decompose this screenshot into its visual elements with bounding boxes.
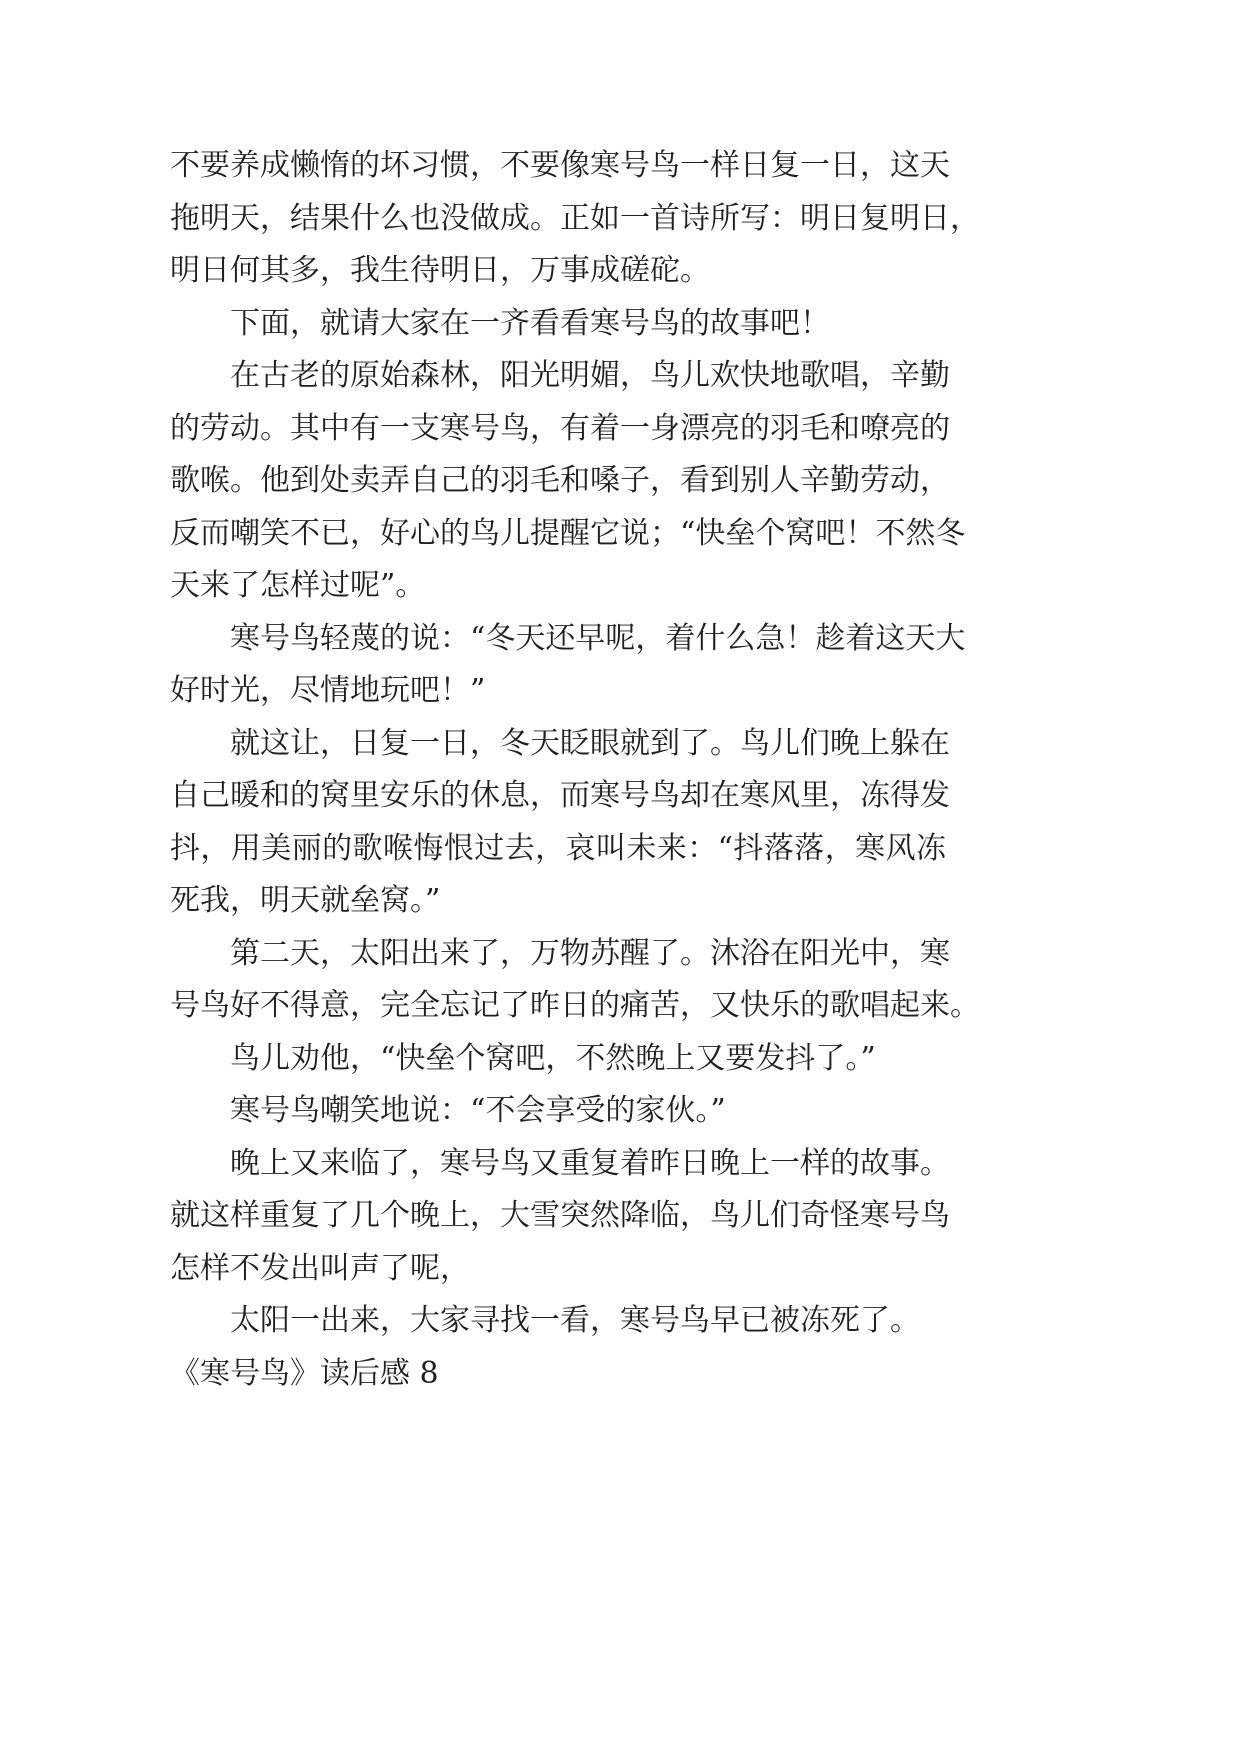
paragraph-line: 第二天，太阳出来了，万物苏醒了。沐浴在阳光中，寒 — [230, 935, 950, 971]
text-line: 不要养成懒惰的坏习惯，不要像寒号鸟一样日复一日，这天 — [170, 148, 950, 183]
text-line: 就这样重复了几个晚上，大雪突然降临，鸟儿们奇怪寒号鸟 — [170, 1198, 950, 1233]
section-title: 《寒号鸟》读后感 8 — [170, 1355, 439, 1391]
paragraph-line: 在古老的原始森林，阳光明媚，鸟儿欢快地歌唱，辛勤 — [230, 358, 950, 393]
text-line: 自己暖和的窝里安乐的休息，而寒号鸟却在寒风里，冻得发 — [170, 778, 950, 813]
paragraph-line: 下面，就请大家在一齐看看寒号鸟的故事吧！ — [230, 305, 830, 341]
paragraph-line: 就这让，日复一日，冬天眨眼就到了。鸟儿们晚上躲在 — [230, 725, 950, 761]
text-line: 怎样不发出叫声了呢， — [170, 1250, 470, 1286]
text-line: 拖明天，结果什么也没做成。正如一首诗所写：明日复明日， — [170, 200, 980, 236]
text-line: 号鸟好不得意，完全忘记了昨日的痛苦，又快乐的歌唱起来。 — [170, 988, 980, 1023]
paragraph-line: 寒号鸟轻蔑的说：“冬天还早呢，着什么急！趁着这天大 — [230, 620, 966, 656]
text-line: 反而嘲笑不已，好心的鸟儿提醒它说；“快垒个窝吧！不然冬 — [170, 515, 966, 551]
text-line: 抖，用美丽的歌喉悔恨过去，哀叫未来：“抖落落，寒风冻 — [170, 830, 946, 866]
paragraph-line: 寒号鸟嘲笑地说：“不会享受的家伙。” — [230, 1093, 726, 1128]
document-page — [170, 140, 980, 1400]
text-line: 天来了怎样过呢”。 — [170, 568, 426, 603]
text-line: 明日何其多，我生待明日，万事成磋砣。 — [170, 253, 710, 288]
paragraph-line: 晚上又来临了，寒号鸟又重复着昨日晚上一样的故事。 — [230, 1145, 950, 1181]
paragraph-line: 太阳一出来，大家寻找一看，寒号鸟早已被冻死了。 — [230, 1303, 920, 1338]
text-line: 歌喉。他到处卖弄自己的羽毛和嗓子，看到别人辛勤劳动， — [170, 463, 950, 498]
text-line: 死我，明天就垒窝。” — [170, 883, 441, 918]
text-line: 好时光，尽情地玩吧！” — [170, 673, 486, 708]
paragraph-line: 鸟儿劝他，“快垒个窝吧，不然晚上又要发抖了。” — [230, 1040, 876, 1076]
text-line: 的劳动。其中有一支寒号鸟，有着一身漂亮的羽毛和嘹亮的 — [170, 410, 950, 446]
